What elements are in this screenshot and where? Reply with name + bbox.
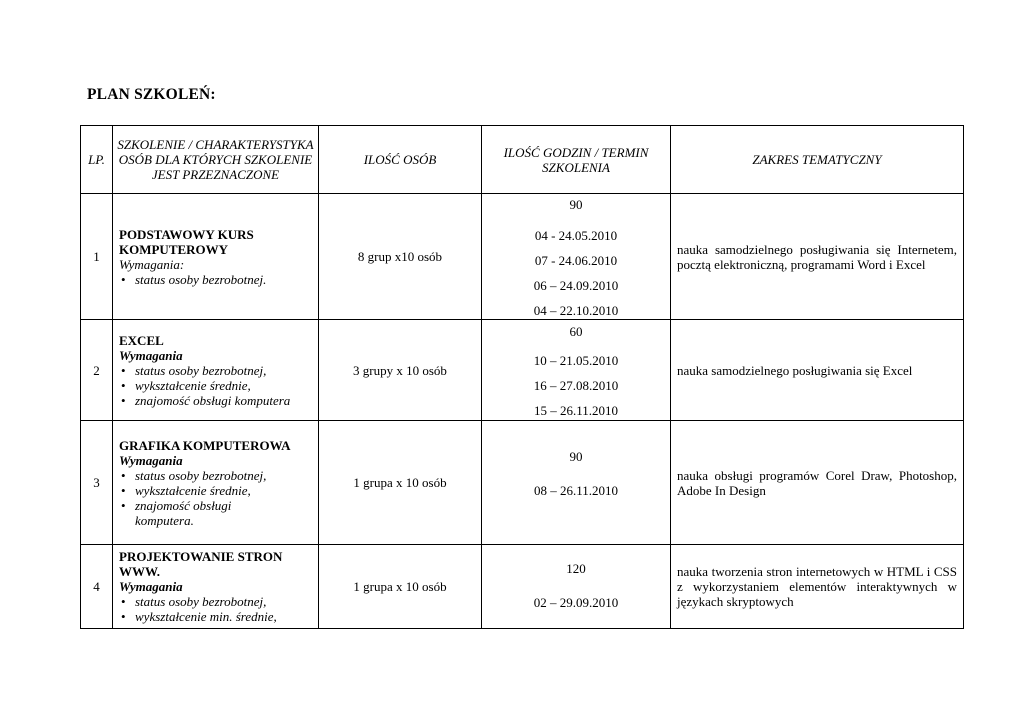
requirements-list	[119, 363, 316, 408]
course-name: PODSTAWOWY KURS KOMPUTEROWY	[119, 226, 254, 257]
hours-total: 60	[569, 323, 583, 339]
course-cell	[113, 545, 319, 629]
hours-cell	[482, 421, 671, 545]
table-header-row	[81, 126, 964, 194]
term-date: 15 – 26.11.2010	[533, 402, 619, 418]
table-row	[81, 545, 964, 629]
requirement-item: • status osoby bezrobotnej.	[119, 272, 316, 287]
requirements-label: Wymagania	[119, 452, 183, 468]
requirement-item: • wykształcenie średnie,	[119, 378, 316, 393]
header-course: SZKOLENIE / CHARAKTERYSTYKA OSÓB DLA KTÓRYCH SZKOLENIE JEST PRZEZNACZONE	[113, 126, 319, 194]
hours-total: 90	[569, 449, 583, 464]
table-row	[81, 421, 964, 545]
term-date: 07 - 24.06.2010	[534, 252, 618, 268]
header-lp: LP.	[81, 126, 113, 194]
hours-cell	[482, 194, 671, 320]
term-date: 04 - 24.05.2010	[534, 227, 618, 243]
course-name: EXCEL	[119, 332, 164, 348]
topics-cell: nauka samodzielnego posługiwania się Internetem, pocztą elektroniczną, programami Word i Excel	[671, 194, 964, 320]
topics-cell: nauka obsługi programów Corel Draw, Photoshop, Adobe In Design	[671, 421, 964, 545]
row-lp: 4	[81, 545, 113, 629]
requirements-label: Wymagania	[119, 579, 183, 594]
requirement-item: • znajomość obsługi komputera.	[119, 498, 316, 528]
table-row	[81, 320, 964, 421]
hours-cell	[482, 320, 671, 421]
page-title: PLAN SZKOLEŃ:	[87, 86, 216, 103]
header-count: ILOŚĆ OSÓB	[319, 126, 482, 194]
group-count: 3 grupy x 10 osób	[319, 320, 482, 421]
table-row	[81, 194, 964, 320]
header-topics: ZAKRES TEMATYCZNY	[671, 126, 964, 194]
requirements-list	[119, 594, 316, 624]
group-count: 1 grupa x 10 osób	[319, 545, 482, 629]
requirement-item: • wykształcenie min. średnie,	[119, 609, 316, 624]
group-count: 1 grupa x 10 osób	[319, 421, 482, 545]
requirements-list	[119, 468, 316, 528]
hours-total: 120	[566, 561, 586, 576]
course-name: GRAFIKA KOMPUTEROWA	[119, 437, 291, 453]
course-cell	[113, 194, 319, 320]
term-date: 04 – 22.10.2010	[533, 302, 619, 318]
requirements-list	[119, 272, 316, 287]
term-date: 06 – 24.09.2010	[533, 277, 619, 293]
row-lp: 1	[81, 194, 113, 320]
requirement-item: • status osoby bezrobotnej,	[119, 594, 316, 609]
row-lp: 2	[81, 320, 113, 421]
header-hours: ILOŚĆ GODZIN / TERMIN SZKOLENIA	[482, 126, 671, 194]
requirement-item: • wykształcenie średnie,	[119, 483, 316, 498]
group-count: 8 grup x10 osób	[319, 194, 482, 320]
course-name: PROJEKTOWANIE STRON WWW.	[119, 549, 283, 579]
topics-cell: nauka tworzenia stron internetowych w HTML i CSS z wykorzystaniem elementów interaktywnych w językach skryptowych	[671, 545, 964, 629]
term-date: 10 – 21.05.2010	[533, 352, 619, 368]
training-plan-table	[80, 125, 964, 629]
requirement-item: • znajomość obsługi komputera	[119, 393, 316, 408]
row-lp: 3	[81, 421, 113, 545]
term-date: 16 – 27.08.2010	[533, 377, 619, 393]
hours-total: 90	[569, 196, 583, 212]
requirement-item: • status osoby bezrobotnej,	[119, 468, 316, 483]
term-date: 08 – 26.11.2010	[533, 483, 619, 498]
term-date: 02 – 29.09.2010	[533, 595, 619, 610]
course-cell	[113, 320, 319, 421]
topics-cell: nauka samodzielnego posługiwania się Excel	[671, 320, 964, 421]
requirements-label: Wymagania	[119, 347, 183, 363]
course-cell	[113, 421, 319, 545]
requirements-label: Wymagania:	[119, 256, 185, 272]
requirement-item: • status osoby bezrobotnej,	[119, 363, 316, 378]
hours-cell	[482, 545, 671, 629]
